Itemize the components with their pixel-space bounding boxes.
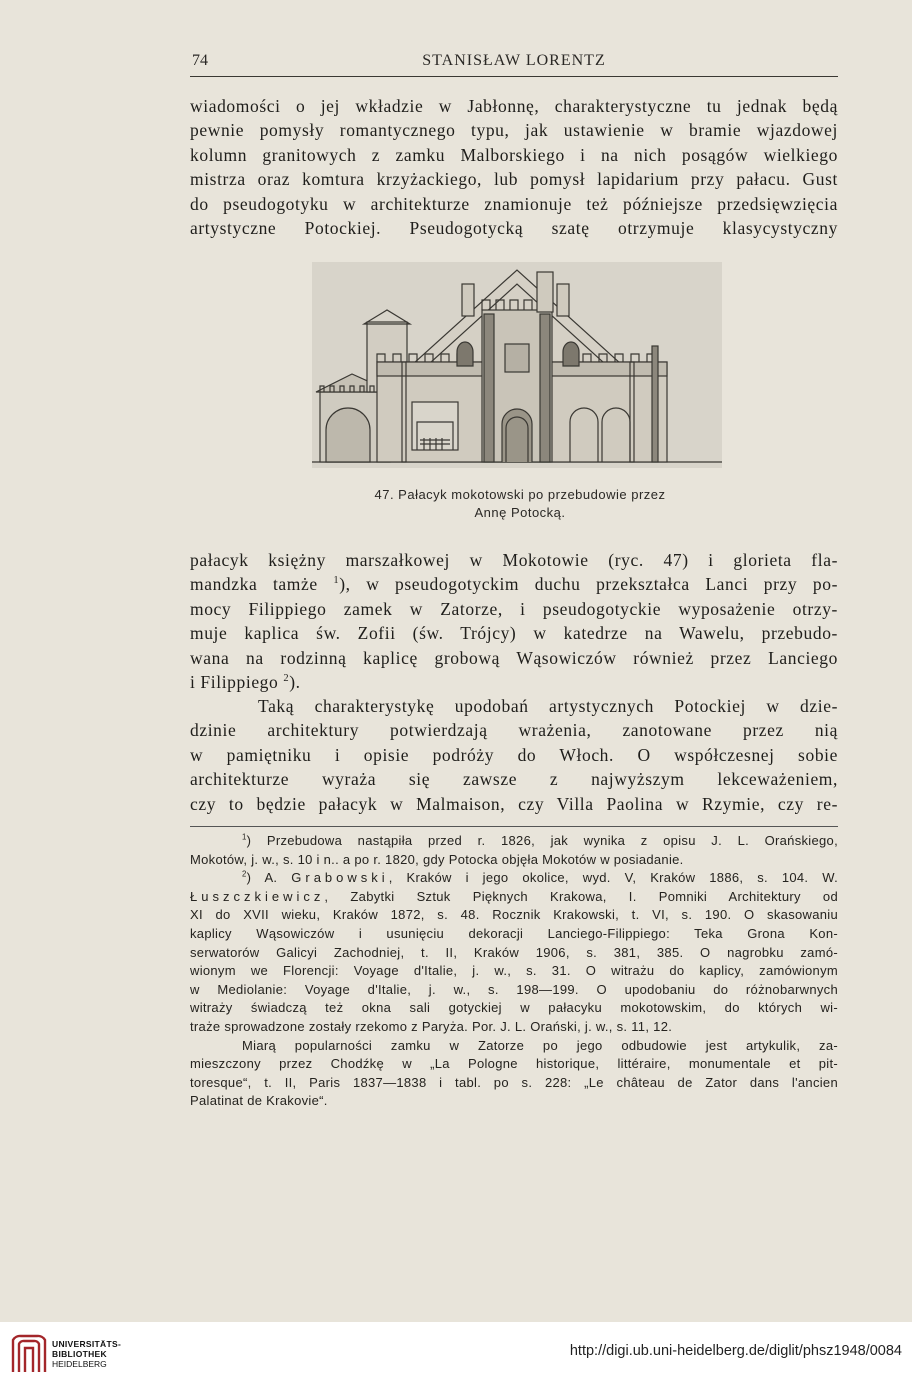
footnote-2-line: traże sprowadzone zostały rzekomo z Paryża. Por. J. L. Orański, j. w., s. 11, 12. (190, 1018, 673, 1034)
text-line: artystyczne Potockiej. Pseudogotycką szatę otrzymuje klasycystyczny (190, 218, 838, 239)
page-header (190, 50, 838, 77)
text-line: wana na rodzinną kaplicę grobową Wąsowiczów również przez Lanciego (190, 647, 838, 668)
footnote-1-line: Mokotów, j. w., s. 10 i n.. a po r. 1820, gdy Potocka objęła Mokotów w posiadanie. (190, 851, 684, 867)
text-line: mocy Filippiego zamek w Zatorze, i pseudogotyckie wyposażenie otrzy- (190, 598, 838, 619)
text-line: pewnie pomysły romantycznego typu, jak ustawienie w bramie wjazdowej (190, 120, 838, 141)
footnote-2-line: witraży świadczą też okna sali gotyckiej w pałacyku mokotowskim, do których wi- (190, 1000, 838, 1016)
paragraph-1 (190, 94, 838, 240)
library-name: UNIVERSITÄTS- BIBLIOTHEK HEIDELBERG (52, 1339, 122, 1369)
text-line: czy to będzie pałacyk w Malmaison, czy Villa Paolina w Rzymie, czy re- (190, 793, 838, 814)
caption-line-1: 47. Pałacyk mokotowski po przebudowie przez (374, 487, 666, 502)
text-line: wiadomości o jej wkładzie w Jabłonnę, charakterystyczne tu jednak będą (190, 96, 838, 116)
source-url-link[interactable]: http://digi.ub.uni-heidelberg.de/diglit/phsz1948/0084 (569, 1343, 902, 1359)
footnote-3-line: toresque“, t. II, Paris 1837—1838 i tabl. po s. 228: „Le château de Zator dans l'ancien (190, 1074, 838, 1090)
footnote-2-line: wionym we Florencji: Voyage d'Italie, j. w., s. 31. O witrażu do kaplicy, zamówionym (190, 963, 838, 979)
running-head: STANISŁAW LORENTZ (422, 52, 606, 69)
author-name: Łuszczkiewicz (190, 888, 325, 904)
author-name: Grabowski (291, 870, 389, 886)
digital-library-footer (0, 1322, 912, 1386)
text-line: i Filippiego $^2$). (190, 672, 301, 693)
footnote-ref-1[interactable]: 1 (333, 575, 340, 587)
footnote-2-line: $^2$) A. Grabowski, Kraków i jego okolice, wyd. V, Kraków 1886, s. 104. W. (242, 869, 838, 886)
university-library-logo-icon (10, 1334, 48, 1374)
text-line: architekturze wyraża się zawsze z najwyższym lekceważeniem, (190, 769, 838, 790)
footnote-ref-2[interactable]: 2 (283, 673, 290, 685)
paragraph-2 (190, 548, 838, 694)
text-line: mandzka tamże $^1$), w pseudogotyckim duchu przekształca Lanci przy po- (190, 574, 838, 595)
page-number: 74 (192, 52, 208, 69)
footnote-2-line: serwatorów Galicyi Zachodniej, t. II, Kraków 1906, s. 381, 385. O nagrobku zamó- (190, 944, 838, 960)
text-line: w pamiętniku i opisie podróży do Włoch. O współczesnej sobie (190, 744, 838, 765)
text-line: dzinie architektury potwierdzają wrażenia, zanotowane przez nią (190, 720, 838, 741)
text-line: do pseudogotyku w architekturze znamionuje też późniejsze przedsięwzięcia (190, 193, 838, 214)
text-line: kolumn granitowych z zamku Malborskiego i na nich posągów wielkiego (190, 144, 838, 165)
text-line: Taką charakterystykę upodobań artystycznych Potockiej w dzie- (258, 696, 838, 716)
footnote-1-line: $^1$) Przebudowa nastąpiła przed r. 1826, jak wynika z opisu J. L. Orańskiego, (242, 832, 838, 848)
footnote-2-line: w Mediolanie: Voyage d'Italie, j. w., s. 198—199. O upodobaniu do różnobarwnych (190, 981, 838, 997)
paragraph-3 (190, 694, 838, 816)
footnote-2-line: Łuszczkiewicz, Zabytki Sztuk Pięknych Krakowa, I. Pomniki Architektury od (190, 888, 838, 904)
footnote-divider (190, 826, 838, 827)
footnotes (190, 832, 838, 1111)
text-line: muje kaplica św. Zofii (św. Trójcy) w katedrze na Wawelu, przebudo- (190, 623, 838, 644)
footnote-3-line: Palatinat de Krakovie“. (190, 1093, 328, 1109)
footnote-2-line: kaplicy Wąsowiczów i usunięciu dekoracji Lanciego-Filippiego: Teka Grona Kon- (190, 925, 838, 941)
caption-line-2: Annę Potocką. (474, 505, 566, 520)
figure-caption (320, 486, 720, 522)
footnote-3-line: mieszczony przez Chodźkę w „La Pologne historique, littéraire, monumentale et pit- (190, 1056, 838, 1072)
footnote-3-line: Miarą popularności zamku w Zatorze po jego odbudowie jest artykulik, za- (242, 1037, 838, 1053)
text-line: mistrza oraz komtura krzyżackiego, lub pomysł lapidarium przy pałacu. Gust (190, 169, 838, 190)
text-line: pałacyk księżny marszałkowej w Mokotowie (ryc. 47) i glorieta fla- (190, 550, 838, 570)
footnote-2-line: XI do XVII wieku, Kraków 1872, s. 48. Rocznik Krakowski, t. VI, s. 190. O skasowaniu (190, 907, 838, 923)
figure-palace-drawing (312, 262, 722, 468)
